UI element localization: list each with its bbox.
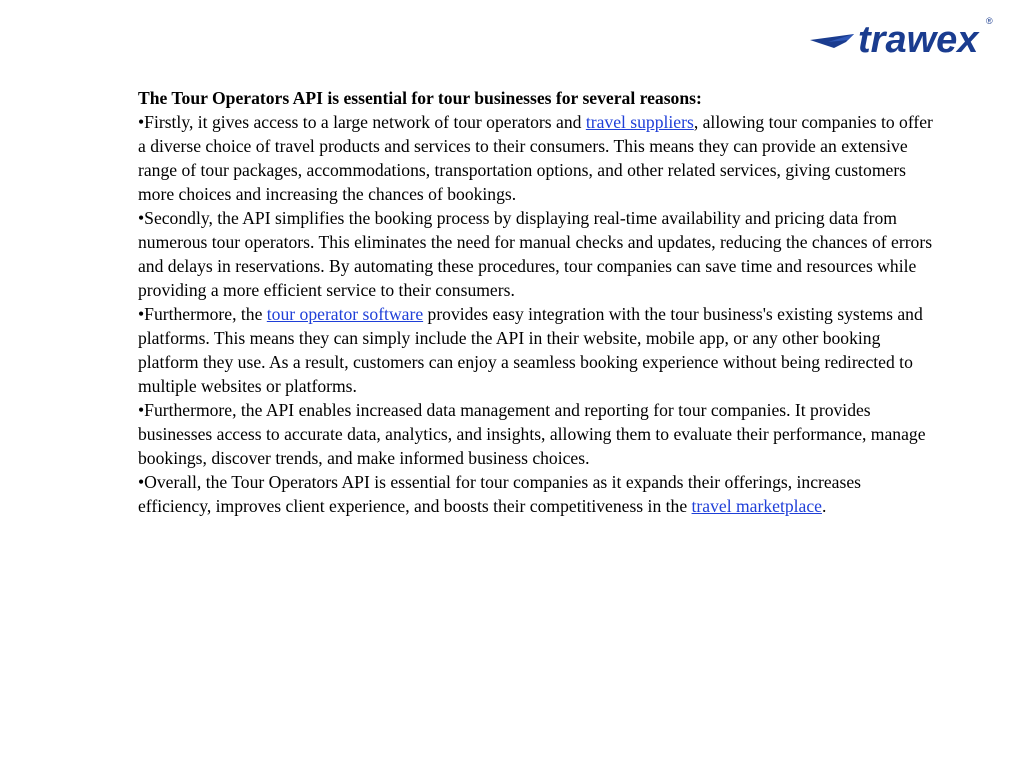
paragraph-1-text-before: •Firstly, it gives access to a large network of tour operators and (138, 112, 586, 132)
paragraph-4-text: •Furthermore, the API enables increased data management and reporting for tour companies. It provides businesses access to accurate data, analytics, and insights, allowing them to evaluate their performance, manage bookings, discover trends, and make informed business choices. (138, 400, 926, 468)
trawex-logo (808, 14, 1008, 60)
travel-marketplace-link[interactable]: travel marketplace (691, 496, 822, 516)
paragraph-5-text-before: •Overall, the Tour Operators API is essential for tour companies as it expands their offerings, increases efficiency, improves client experience, and boosts their competitiveness in the (138, 472, 861, 516)
article-heading: The Tour Operators API is essential for tour businesses for several reasons: (138, 88, 702, 108)
paragraph-5-text-after: . (821, 496, 827, 516)
paragraph-5 (138, 470, 938, 518)
paragraph-2 (138, 206, 938, 302)
logo-text: trawex (858, 19, 979, 60)
tour-operator-software-link[interactable]: tour operator software (266, 304, 424, 324)
paragraph-2-text: •Secondly, the API simplifies the booking process by displaying real-time availability and pricing data from numerous tour operators. This eliminates the need for manual checks and updates, reducing the chances of errors and delays in reservations. By automating these procedures, tour companies can save time and resources while providing a more efficient service to their consumers. (138, 208, 933, 300)
paragraph-1 (138, 110, 938, 206)
paragraph-4 (138, 398, 938, 470)
registered-mark: ® (986, 16, 993, 26)
paragraph-3 (138, 302, 938, 398)
travel-suppliers-link[interactable]: travel suppliers (585, 112, 694, 132)
paragraph-3-text-before: •Furthermore, the (138, 304, 267, 324)
paragraph-1-text-after: , allowing tour companies to offer a diverse choice of travel products and services to their consumers. This means they can provide an extensive range of tour packages, accommodations, transportation options, and other related services, giving customers more choices and increasing the chances of bookings. (138, 112, 933, 204)
article-content (138, 86, 938, 518)
paragraph-3-text-after: provides easy integration with the tour business's existing systems and platforms. This means they can simply include the API in their website, mobile app, or any other booking platform they use. As a result, customers can enjoy a seamless booking experience without being redirected to multiple websites or platforms. (138, 304, 923, 396)
